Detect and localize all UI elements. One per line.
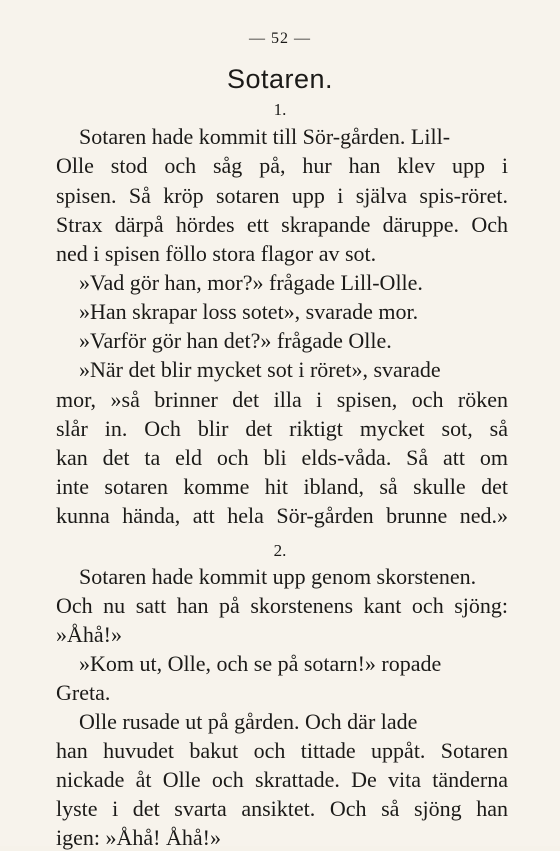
page-number: — 52 — xyxy=(249,30,311,47)
text-line: Olle stod och såg på, hur han klev upp i xyxy=(56,153,508,178)
text-line: Strax därpå hördes ett skrapande däruppe. Och xyxy=(56,212,508,237)
text-line: mor, »så brinner det illa i spisen, och röken xyxy=(56,387,508,412)
text-line: inte sotaren komme hit ibland, så skulle det xyxy=(56,474,508,499)
section-number-1: 1. xyxy=(273,100,287,119)
text-line: »Kom ut, Olle, och se på sotarn!» ropade xyxy=(79,651,442,676)
chapter-title: Sotaren. xyxy=(226,64,334,94)
section-number-2: 2. xyxy=(273,541,287,560)
text-line: kunna hända, att hela Sör-gården brunne ned.» xyxy=(56,503,508,528)
text-line: han huvudet bakut och tittade uppåt. Sotaren xyxy=(56,738,508,763)
text-line: Sotaren hade kommit upp genom skorstenen. xyxy=(79,564,477,589)
text-line: Och nu satt han på skorstenens kant och sjöng: xyxy=(56,593,508,618)
text-line: ned i spisen föllo stora flagor av sot. xyxy=(56,241,377,266)
text-line: »Han skrapar loss sotet», svarade mor. xyxy=(79,299,419,324)
text-line: igen: »Åhå! Åhå!» xyxy=(56,825,221,850)
text-line: nickade åt Olle och skrattade. De vita tänderna xyxy=(56,767,508,792)
text-line: Greta. xyxy=(56,680,111,705)
text-line: Sotaren hade kommit till Sör-gården. Lill- xyxy=(79,124,451,149)
text-line: lyste i det svarta ansiktet. Och så sjöng han xyxy=(56,796,508,821)
text-line: Olle rusade ut på gården. Och där lade xyxy=(79,709,418,734)
text-line: »Åhå!» xyxy=(56,622,122,647)
text-line: »När det blir mycket sot i röret», svarade xyxy=(79,357,441,382)
text-line: »Vad gör han, mor?» frågade Lill-Olle. xyxy=(79,270,423,295)
text-line: slår in. Och blir det riktigt mycket sot, så xyxy=(56,416,508,441)
text-line: kan det ta eld och bli elds-våda. Så att om xyxy=(56,445,508,470)
text-line: »Varför gör han det?» frågade Olle. xyxy=(79,328,392,353)
text-line: spisen. Så kröp sotaren upp i själva spis-röret. xyxy=(56,183,508,208)
